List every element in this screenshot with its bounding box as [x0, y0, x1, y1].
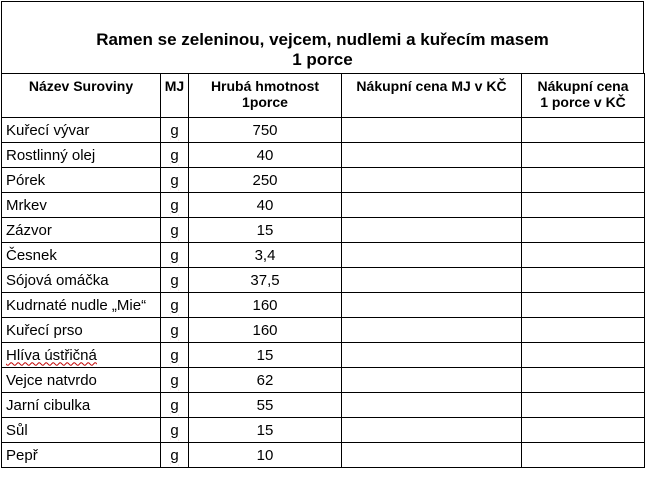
unit-price-cell[interactable] — [342, 218, 522, 243]
table-row — [2, 318, 645, 343]
unit-cell[interactable] — [161, 368, 189, 393]
gross-weight-cell[interactable]: 15 — [189, 343, 342, 368]
portion-price-cell[interactable] — [522, 268, 645, 293]
ingredient-name: Kuřecí prso — [6, 321, 83, 339]
ingredient-name-cell[interactable] — [2, 243, 161, 268]
ingredient-name-cell[interactable] — [2, 293, 161, 318]
recipe-cost-sheet — [1, 1, 644, 483]
unit-cell[interactable] — [161, 418, 189, 443]
portion-price-cell[interactable] — [522, 343, 645, 368]
unit-value: g — [170, 321, 179, 339]
portion-price-cell[interactable] — [522, 218, 645, 243]
gross-weight-cell[interactable]: 160 — [189, 318, 342, 343]
unit-cell[interactable] — [161, 268, 189, 293]
ingredient-name: Mrkev — [6, 196, 47, 214]
ingredient-name-cell[interactable] — [2, 443, 161, 468]
header-portion-price-line1: Nákupní cena — [537, 78, 629, 94]
unit-value: g — [170, 446, 179, 464]
unit-value: g — [170, 421, 179, 439]
table-row — [2, 218, 645, 243]
ingredient-name: Česnek — [6, 246, 57, 264]
portion-price-cell[interactable] — [522, 318, 645, 343]
unit-cell[interactable] — [161, 218, 189, 243]
ingredient-name: Sójová omáčka — [6, 271, 109, 289]
ingredient-name-cell[interactable] — [2, 218, 161, 243]
unit-price-cell[interactable] — [342, 318, 522, 343]
ingredient-name-cell[interactable] — [2, 343, 161, 368]
portion-price-cell[interactable] — [522, 418, 645, 443]
table-row — [2, 118, 645, 143]
ingredient-name-cell[interactable] — [2, 193, 161, 218]
unit-value: g — [170, 171, 179, 189]
gross-weight-cell[interactable]: 55 — [189, 393, 342, 418]
gross-weight-cell[interactable]: 160 — [189, 293, 342, 318]
unit-price-cell[interactable] — [342, 143, 522, 168]
header-portion-price-line2: 1 porce v KČ — [540, 94, 626, 110]
unit-value: g — [170, 146, 179, 164]
unit-value: g — [170, 296, 179, 314]
unit-value: g — [170, 246, 179, 264]
table-row — [2, 243, 645, 268]
ingredient-name: Rostlinný olej — [6, 146, 96, 164]
ingredient-name-cell[interactable] — [2, 393, 161, 418]
portion-price-cell[interactable] — [522, 193, 645, 218]
ingredient-name: Sůl — [6, 421, 28, 439]
gross-weight-cell[interactable]: 15 — [189, 218, 342, 243]
gross-weight-cell[interactable]: 40 — [189, 143, 342, 168]
unit-price-cell[interactable] — [342, 293, 522, 318]
ingredient-name-cell[interactable] — [2, 368, 161, 393]
portion-price-cell[interactable] — [522, 243, 645, 268]
portion-price-cell[interactable] — [522, 118, 645, 143]
unit-value: g — [170, 196, 179, 214]
ingredient-name-cell[interactable] — [2, 168, 161, 193]
unit-value: g — [170, 121, 179, 139]
portion-price-cell[interactable] — [522, 443, 645, 468]
ingredient-name-cell[interactable] — [2, 318, 161, 343]
ingredient-name-cell[interactable] — [2, 118, 161, 143]
table-header-row — [2, 74, 645, 118]
unit-cell[interactable] — [161, 118, 189, 143]
header-gross-weight-line2: 1porce — [242, 94, 288, 110]
table-row — [2, 168, 645, 193]
table-row — [2, 268, 645, 293]
unit-value: g — [170, 371, 179, 389]
unit-cell[interactable] — [161, 443, 189, 468]
ingredient-name: Pepř — [6, 446, 38, 464]
portion-price-cell[interactable] — [522, 368, 645, 393]
table-row — [2, 143, 645, 168]
ingredient-name-cell[interactable] — [2, 143, 161, 168]
gross-weight-cell[interactable]: 62 — [189, 368, 342, 393]
ingredient-name: Zázvor — [6, 221, 52, 239]
header-gross-weight — [189, 74, 342, 118]
unit-value: g — [170, 346, 179, 364]
table-row — [2, 293, 645, 318]
unit-price-cell[interactable] — [342, 243, 522, 268]
recipe-title-line1: Ramen se zeleninou, vejcem, nudlemi a kuřecím masem — [96, 30, 549, 49]
unit-price-cell[interactable] — [342, 168, 522, 193]
unit-price-cell[interactable] — [342, 393, 522, 418]
ingredient-name-cell[interactable] — [2, 418, 161, 443]
ingredient-name-cell[interactable] — [2, 268, 161, 293]
unit-cell[interactable] — [161, 168, 189, 193]
unit-price-cell[interactable] — [342, 268, 522, 293]
gross-weight-cell[interactable]: 37,5 — [189, 268, 342, 293]
table-row — [2, 393, 645, 418]
ingredient-name: Jarní cibulka — [6, 396, 91, 414]
gross-weight-cell[interactable]: 40 — [189, 193, 342, 218]
ingredient-name: Vejce natvrdo — [6, 371, 97, 389]
header-portion-price — [522, 74, 645, 118]
portion-price-cell[interactable] — [522, 293, 645, 318]
recipe-title-line2: 1 porce — [292, 50, 353, 69]
portion-price-cell[interactable] — [522, 393, 645, 418]
unit-price-cell[interactable] — [342, 118, 522, 143]
table-row — [2, 368, 645, 393]
unit-price-cell[interactable] — [342, 418, 522, 443]
gross-weight-cell[interactable]: 15 — [189, 418, 342, 443]
unit-price-cell[interactable] — [342, 193, 522, 218]
table-row — [2, 343, 645, 368]
ingredients-table — [1, 73, 645, 468]
table-row — [2, 193, 645, 218]
ingredient-name: Kuřecí vývar — [6, 121, 90, 139]
gross-weight-cell[interactable]: 3,4 — [189, 243, 342, 268]
ingredient-name: Hlíva ústřičná — [6, 346, 97, 364]
header-gross-weight-line1: Hrubá hmotnost — [210, 78, 320, 94]
unit-value: g — [170, 271, 179, 289]
unit-value: g — [170, 396, 179, 414]
unit-cell[interactable] — [161, 343, 189, 368]
ingredient-name: Kudrnaté nudle „Mie“ — [6, 296, 147, 314]
unit-cell[interactable] — [161, 193, 189, 218]
unit-cell[interactable] — [161, 143, 189, 168]
unit-cell[interactable] — [161, 293, 189, 318]
header-unit-price: Nákupní cena MJ v KČ — [342, 74, 522, 118]
table-row — [2, 443, 645, 468]
unit-price-cell[interactable] — [342, 343, 522, 368]
gross-weight-cell[interactable]: 750 — [189, 118, 342, 143]
unit-cell[interactable] — [161, 243, 189, 268]
ingredient-name: Pórek — [6, 171, 46, 189]
gross-weight-cell[interactable]: 10 — [189, 443, 342, 468]
header-unit: MJ — [161, 74, 189, 118]
unit-value: g — [170, 221, 179, 239]
unit-price-cell[interactable] — [342, 368, 522, 393]
unit-cell[interactable] — [161, 393, 189, 418]
recipe-title — [1, 1, 644, 74]
unit-cell[interactable] — [161, 318, 189, 343]
header-ingredient-name: Název Suroviny — [2, 74, 161, 118]
portion-price-cell[interactable] — [522, 168, 645, 193]
gross-weight-cell[interactable]: 250 — [189, 168, 342, 193]
portion-price-cell[interactable] — [522, 143, 645, 168]
table-row — [2, 418, 645, 443]
unit-price-cell[interactable] — [342, 443, 522, 468]
